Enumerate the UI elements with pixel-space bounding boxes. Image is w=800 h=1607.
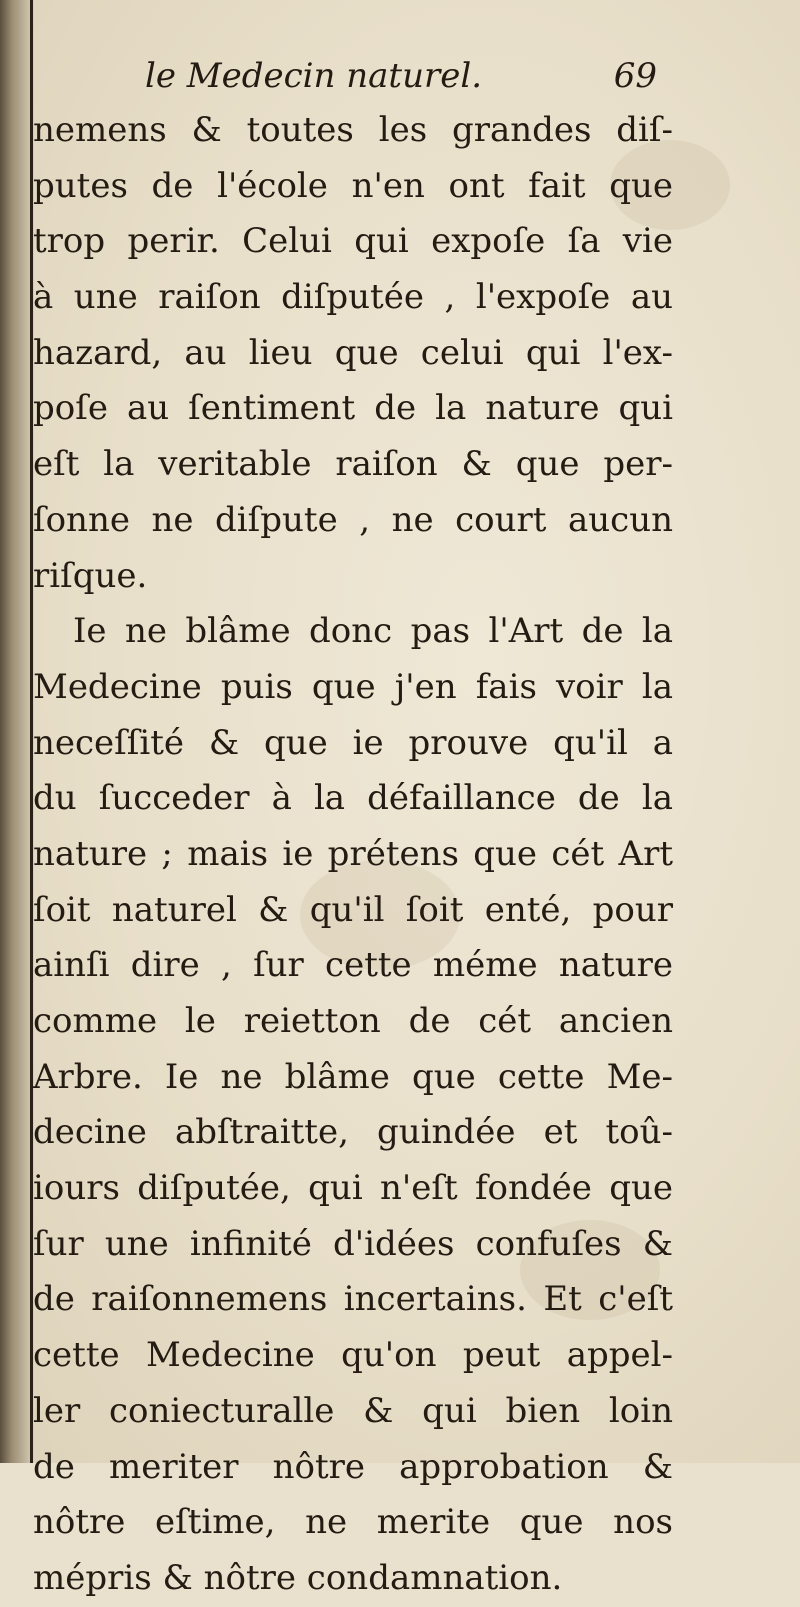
text-line: ſur une infinité d'idées confuſes &	[33, 1223, 673, 1264]
text-line: Ie ne blâme donc pas l'Art de la	[73, 611, 673, 652]
text-line: poſe au ſentiment de la nature qui	[33, 388, 673, 429]
text-line: ſoit naturel & qu'il ſoit enté, pour	[33, 889, 673, 930]
text-line: nemens & toutes les grandes diſ-	[33, 110, 673, 150]
body-text	[33, 103, 673, 1607]
page-number: 69	[613, 56, 657, 96]
text-line: decine abſtraitte, guindée et toû-	[33, 1112, 673, 1153]
text-line: trop perir. Celui qui expoſe ſa vie	[33, 221, 673, 262]
text-line: ſonne ne diſpute , ne court aucun	[33, 499, 673, 540]
text-line: ainſi dire , ſur cette méme nature	[33, 945, 673, 986]
text-line: hazard, au lieu que celui qui l'ex-	[33, 332, 673, 373]
text-line: nature ; mais ie prétens que cét Art	[33, 833, 673, 874]
text-line: nôtre eſtime, ne merite que nos	[33, 1502, 673, 1543]
text-line: neceſſité & que ie prouve qu'il a	[33, 722, 673, 763]
text-line: Medecine puis que j'en fais voir la	[33, 666, 673, 707]
text-line: du ſucceder à la défaillance de la	[33, 778, 673, 819]
page-gutter	[0, 0, 34, 1463]
text-line: cette Medecine qu'on peut appel-	[33, 1335, 673, 1376]
text-line: iours diſputée, qui n'eſt fondée que	[33, 1168, 673, 1209]
text-line: ler coniecturalle & qui bien loin	[33, 1390, 673, 1431]
text-line: comme le reietton de cét ancien	[33, 1001, 673, 1041]
text-line: de meriter nôtre approbation &	[33, 1446, 673, 1487]
text-line: mépris & nôtre condamnation.	[33, 1557, 563, 1598]
text-line: à une raiſon diſputée , l'expoſe au	[33, 277, 673, 318]
running-title: le Medecin naturel.	[145, 56, 483, 96]
text-line: Arbre. Ie ne blâme que cette Me-	[33, 1056, 673, 1097]
text-line: de raiſonnemens incertains. Et c'eſt	[33, 1279, 673, 1320]
text-line: putes de l'école n'en ont fait que	[33, 165, 673, 206]
running-head	[145, 52, 665, 100]
text-line: eſt la veritable raiſon & que per-	[33, 444, 673, 485]
text-line: riſque.	[33, 555, 148, 596]
